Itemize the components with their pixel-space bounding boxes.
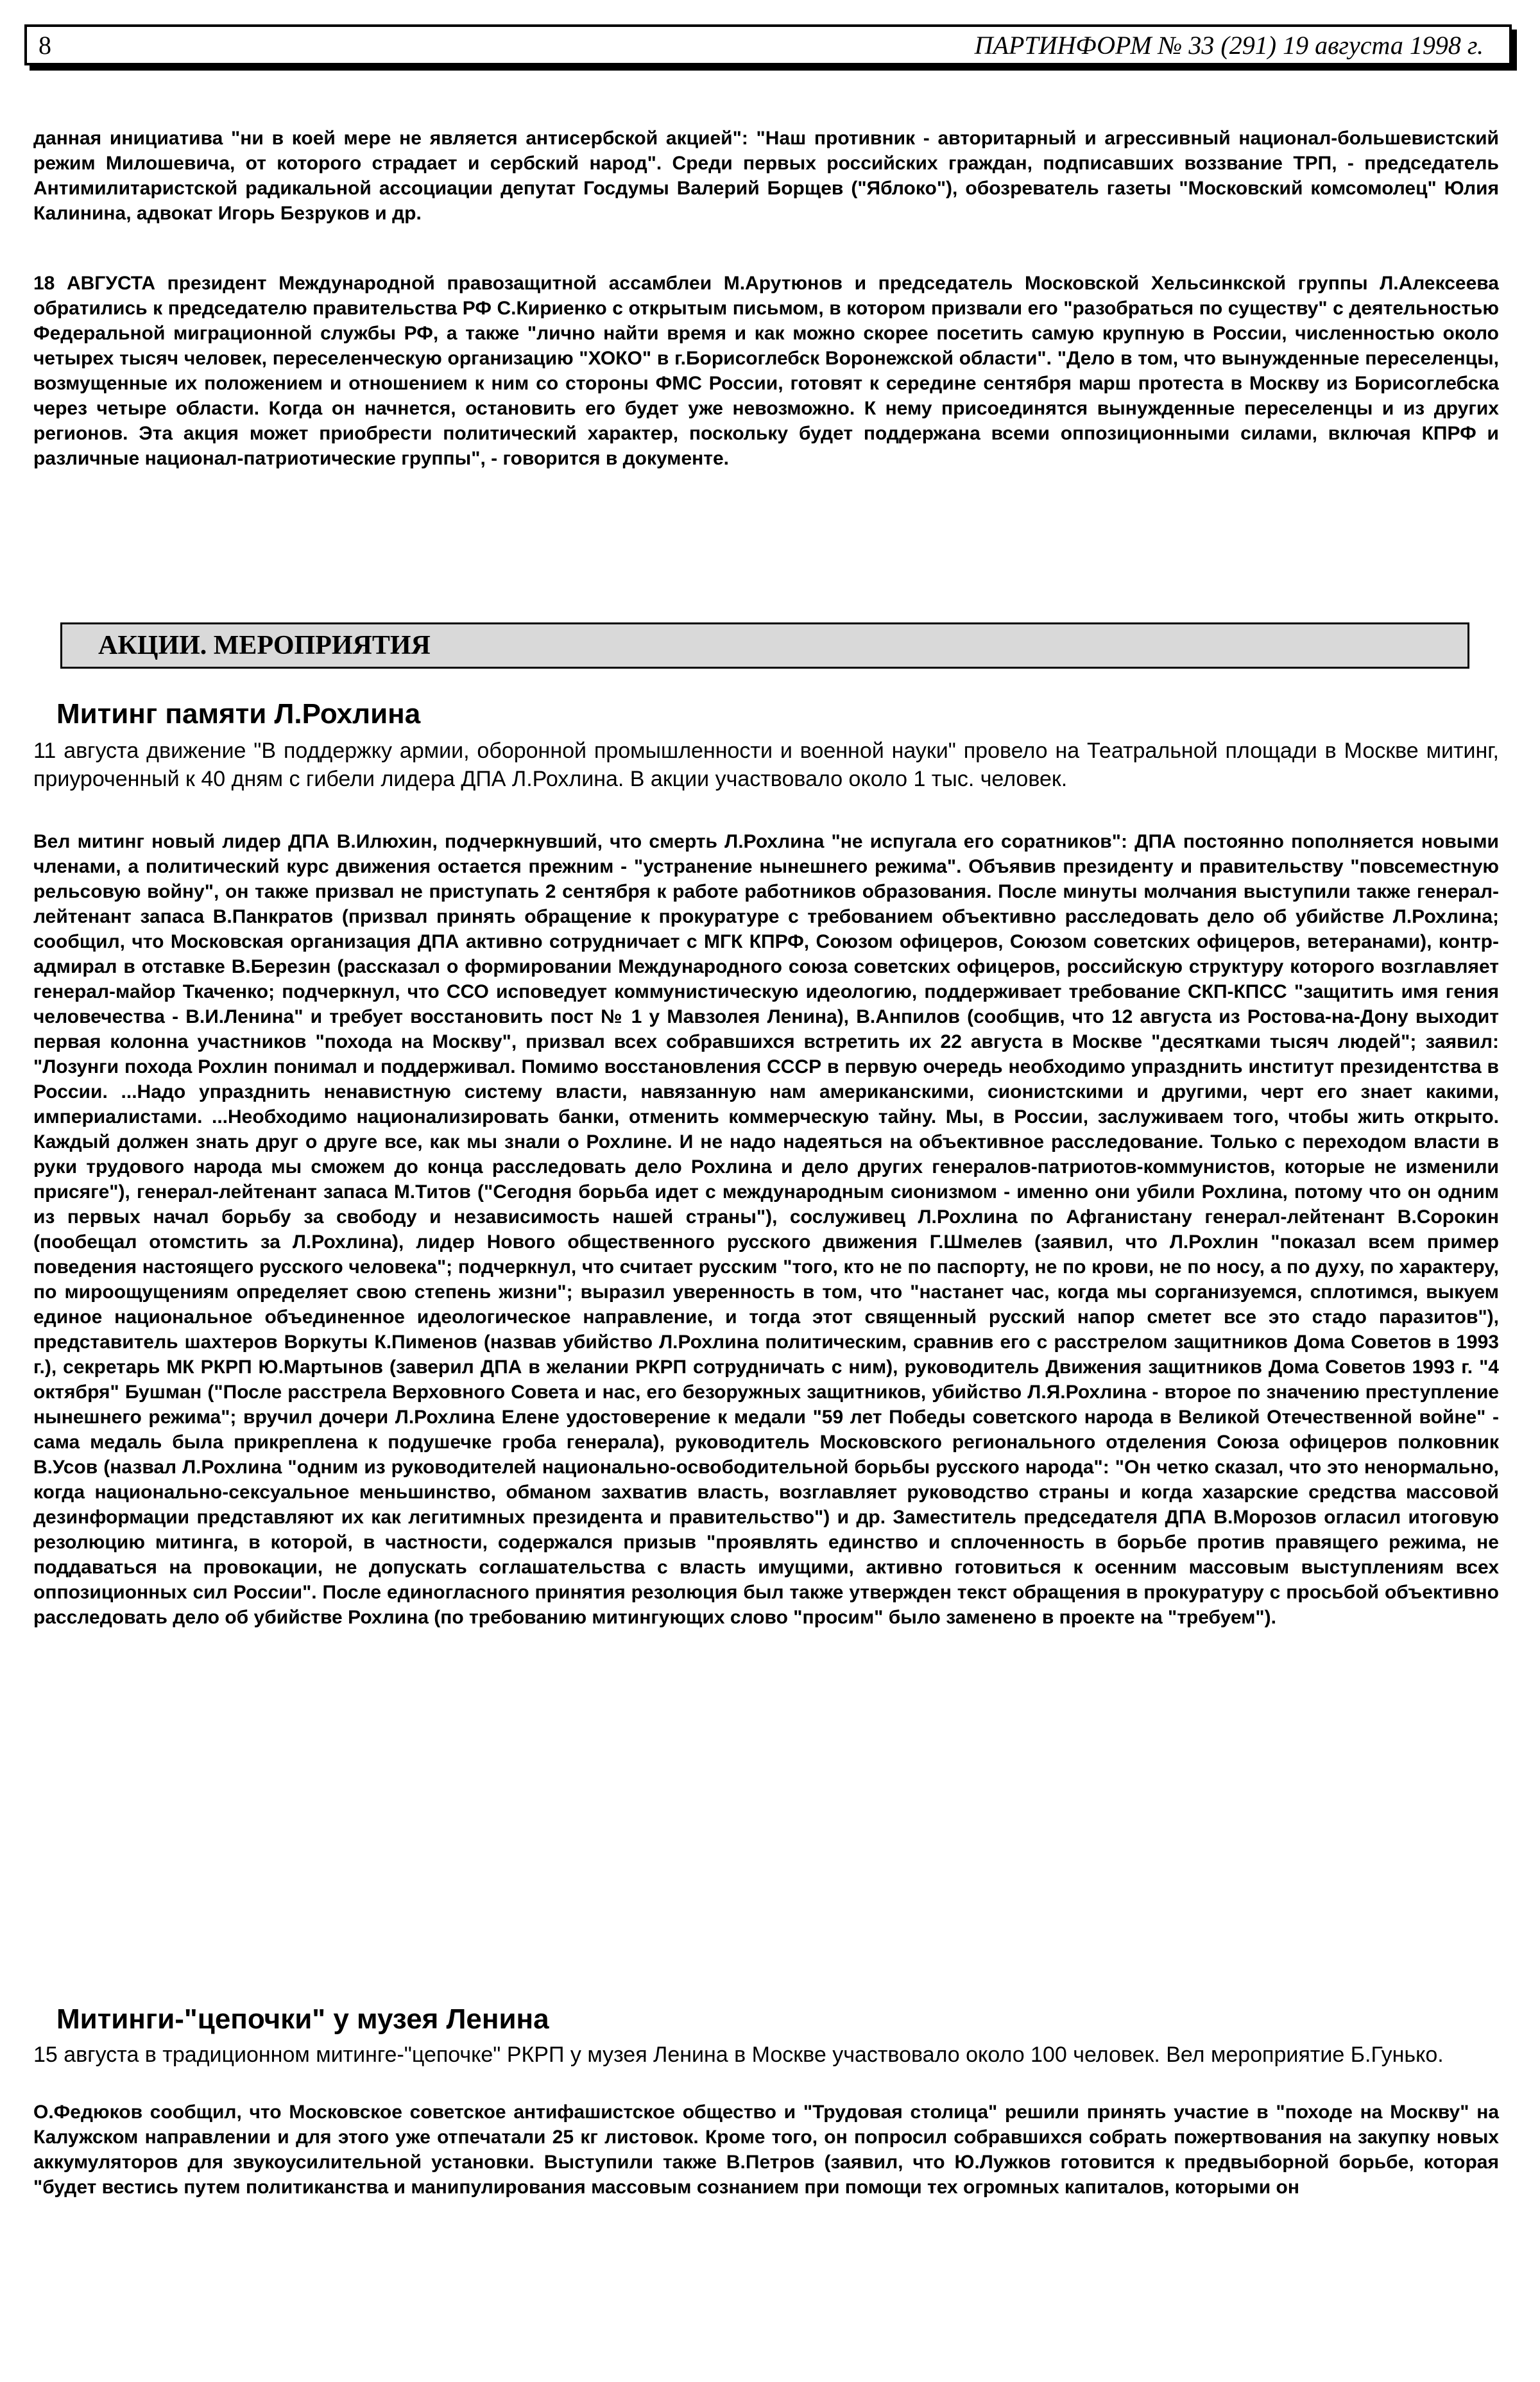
intro-paragraph: данная инициатива "ни в коей мере не является антисербской акцией": "Наш противник - авторитарный и агрессивный национал-большевистский режим Милошевича, от которого страдает и сербский народ". Среди первых российских граждан, подписавших воззвание ТРП, - председатель Антимилитаристской радикальной ассоциации депутат Госдумы Валерий Борщев ("Яблоко"), обозреватель газеты "Московский комсомолец" Юлия Калинина, адвокат Игорь Безруков и др. [33, 128, 1499, 224]
section-title [60, 622, 1469, 669]
header-inner [27, 27, 1509, 63]
page-header [24, 24, 1512, 65]
issue-line: ПАРТИНФОРМ № 33 (291) 19 августа 1998 г. [974, 30, 1484, 60]
article1-lead: 11 августа движение "В поддержку армии, оборонной промышленности и военной науки" провело на Театральной площади в Москве митинг, приуроченный к 40 дням с гибели лидера ДПА Л.Рохлина. В акции участвовало около 1 тыс. человек. [33, 739, 1499, 791]
article2-title: Митинги-"цепочки" у музея Ленина [56, 2003, 549, 2035]
article2-lead: 15 августа в традиционном митинге-"цепочке" РКРП у музея Ленина в Москве участвовало около 100 человек. Вел мероприятие Б.Гунько. [33, 2043, 1444, 2067]
article2-body: О.Федюков сообщил, что Московское советское антифашистское общество и "Трудовая столица" решили принять участие в "походе на Москву" на Калужском направлении и для этого уже отпечатали 25 кг листовок. Кроме того, он попросил собравшихся собрать пожертвования на закупку новых аккумуляторов для звукоусилительной установки. Выступили также В.Петров (заявил, что Ю.Лужков готовится к предвыборной борьбе, которая "будет вестись путем политиканства и манипулирования массовым сознанием при помощи тех огромных капиталов, которыми он [33, 2102, 1499, 2198]
article1-body: Вел митинг новый лидер ДПА В.Илюхин, подчеркнувший, что смерть Л.Рохлина "не испугала его соратников": ДПА постоянно пополняется новыми членами, а политический курс движения остается прежним - "устранение нынешнего режима". Объявив президенту и правительству "повсеместную рельсовую войну", он также призвал не приступать 2 сентября к работе работников образования. После минуты молчания выступили также генерал-лейтенант запаса В.Панкратов (призвал принять обращение к прокуратуре с требованием объективно расследовать дело об убийстве Л.Рохлина; сообщил, что Московская организация ДПА активно сотрудничает с МГК КПРФ, Союзом офицеров, Союзом советских офицеров, ветеранами), контр-адмирал в отставке В.Березин (рассказал о формировании Международного союза советских офицеров, российскую структуру которого возглавляет генерал-майор Ткаченко; подчеркнул, что ССО исповедует коммунистическую идеологию, поддерживает требование СКП-КПСС "защитить имя гения человечества - В.И.Ленина" и требует восстановить пост № 1 у Мавзолея Ленина), В.Анпилов (сообщив, что 12 августа из Ростова-на-Дону выходит первая колонна участников "похода на Москву", призвал всех собравшихся встретить их 22 августа в Москве "десятками тысяч людей"; заявил: "Лозунги похода Рохлин понимал и поддерживал. Помимо восстановления СССР в первую очередь необходимо упразднить институт президентства в России. ...Надо упразднить ненавистную систему власти, навязанную нам американскими, сионистскими и другими, черт его знает какими, империалистами. ...Необходимо национализировать банки, отменить коммерческую тайну. Мы, в России, заслуживаем того, чтобы жить открыто. Каждый должен знать друг о друге все, как мы знали о Рохлине. И не надо надеяться на объективное расследование. Только с переходом власти в руки трудового народа мы сможем до конца расследовать дело Рохлина и дело других генералов-патриотов-коммунистов, которые не изменили присяге"), генерал-лейтенант запаса М.Титов ("Сегодня борьба идет с международным сионизмом - именно они убили Рохлина, потому что он одним из первых начал борьбу за свободу и независимость нашей страны"), сослуживец Л.Рохлина по Афганистану генерал-лейтенант В.Сорокин (пообещал отомстить за Л.Рохлина), лидер Нового общественного русского движения Г.Шмелев (заявил, что Л.Рохлин "показал всем пример поведения настоящего русского человека"; подчеркнул, что считает русским "того, кто не по паспорту, не по крови, не по носу, а по духу, по характеру, по мироощущениям определяет свою степень жизни"; выразил уверенность в том, что "настанет час, когда мы сорганизуемся, сплотимся, выкуем единое национальное объединенное идеологическое направление, и тогда этот священный русский напор сметет все это стадо паразитов"), представитель шахтеров Воркуты К.Пименов (назвав убийство Л.Рохлина политическим, сравнив его с расстрелом защитников Дома Советов в 1993 г.), секретарь МК РКРП Ю.Мартынов (заверил ДПА в желании РКРП сотрудничать с ним), руководитель Движения защитников Дома Советов 1993 г. "4 октября" Бушман ("После расстрела Верховного Совета и нас, его безоружных защитников, убийство Л.Я.Рохлина - второе по значению преступление нынешнего режима"; вручил дочери Л.Рохлина Елене удостоверение к медали "59 лет Победы советского народа в Великой Отечественной войне" - сама медаль была прикреплена к подушечке гроба генерала), руководитель Московского регионального отделения Союза офицеров полковник В.Усов (назвал Л.Рохлина "одним из руководителей национально-освободительной борьбы русского народа": "Он четко сказал, что это ненормально, когда национально-сексуальное меньшинство, обманом захватив власть, возглавляет руководство страны и когда хазарские средства массовой дезинформации представляют их как легитимных президента и правительство") и др. Заместитель председателя ДПА В.Морозов огласил итоговую резолюцию митинга, в которой, в частности, содержался призыв "проявлять единство и сплоченность в борьбе против правящего режима, не поддаваться на провокации, не допускать соглашательства с власть имущими, активно готовиться к осенним массовым выступлениям всех оппозиционных сил России". После единогласного принятия резолюция был также утвержден текст обращения в прокуратуру с просьбой объективно расследовать дело об убийстве Рохлина (по требованию митингующих слово "просим" было заменено в проекте на "требуем"). [33, 831, 1499, 1628]
page-number: 8 [38, 30, 51, 60]
article1-title: Митинг памяти Л.Рохлина [56, 698, 421, 730]
section-title-text: АКЦИИ. МЕРОПРИЯТИЯ [98, 631, 431, 660]
august18-paragraph: 18 АВГУСТА президент Международной правозащитной ассамблеи М.Арутюнов и председатель Московской Хельсинкской группы Л.Алексеева обратились к председателю правительства РФ С.Кириенко с открытым письмом, в котором призвали его "разобраться по существу" с деятельностью Федеральной миграционной службы РФ, а также "лично найти время и как можно скорее посетить самую крупную в России, численностью около четырех тысяч человек, переселенческую организацию "ХОКО" в г.Борисоглебск Воронежской области". "Дело в том, что вынужденные переселенцы, возмущенные их положением и отношением к ним со стороны ФМС России, готовят к середине сентября марш протеста в Москву из Борисоглебска через четыре области. Когда он начнется, остановить его будет уже невозможно. К нему присоединятся вынужденные переселенцы и из других регионов. Эта акция может приобрести политический характер, поскольку будет поддержана всеми оппозиционными силами, включая КПРФ и различные национал-патриотические группы", - говорится в документе. [33, 273, 1499, 469]
